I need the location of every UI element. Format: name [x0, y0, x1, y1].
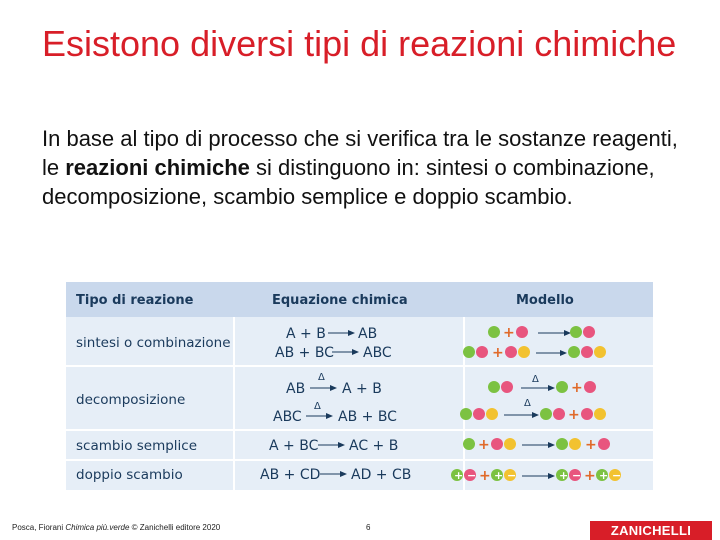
pink-atom	[476, 346, 488, 358]
pink-atom	[598, 438, 610, 450]
charge-sign: −	[612, 469, 622, 482]
equation-products: A + B	[342, 381, 382, 397]
equation-products: ABC	[363, 345, 392, 361]
yellow-atom	[518, 346, 530, 358]
citation-title: Chimica più.verde	[65, 523, 130, 532]
yellow-atom	[569, 438, 581, 450]
citation-authors: Posca, Fiorani	[12, 523, 66, 532]
heat-symbol: Δ	[314, 401, 321, 412]
yellow-atom	[504, 438, 516, 450]
charge-sign: +	[494, 469, 504, 482]
green-atom	[570, 326, 582, 338]
page-number: 6	[366, 523, 371, 532]
footer-citation	[12, 523, 220, 532]
header-reaction-type: Tipo di reazione	[76, 293, 194, 308]
equation-reactants: ABC	[273, 409, 302, 425]
pink-atom	[473, 408, 485, 420]
heat-symbol: Δ	[318, 372, 325, 383]
row-label-synthesis: sintesi o combinazione	[76, 335, 231, 351]
equation-products: AD + CB	[351, 467, 412, 483]
charge-sign: +	[454, 469, 464, 482]
intro-text-end: si distinguono in: sintesi o combinazione, decomposizione, scambio semplice e doppio scambio.	[42, 155, 655, 209]
charge-sign: +	[559, 469, 569, 482]
header-model: Modello	[516, 293, 574, 308]
intro-text-bold: reazioni chimiche	[65, 155, 250, 180]
green-atom	[556, 381, 568, 393]
plus-sign: +	[584, 468, 596, 484]
equation-reactants: A + BC	[269, 438, 319, 454]
equation-reactants: A + B	[286, 326, 326, 342]
plus-sign: +	[492, 345, 504, 361]
yellow-atom	[594, 408, 606, 420]
plus-sign: +	[585, 437, 597, 453]
charge-sign: −	[467, 469, 477, 482]
citation-publisher: © Zanichelli editore 2020	[129, 523, 221, 532]
heat-symbol: Δ	[524, 398, 531, 409]
charge-sign: −	[572, 469, 582, 482]
intro-text-start: In base al tipo di processo che si verifica tra le sostanze reagenti, le	[42, 126, 678, 180]
plus-sign: +	[568, 407, 580, 423]
equation-products: AB + BC	[338, 409, 397, 425]
green-atom	[556, 438, 568, 450]
equation-reactants: AB + CD	[260, 467, 321, 483]
row-label-decomposition: decomposizione	[76, 392, 186, 408]
green-atom	[463, 438, 475, 450]
pink-atom	[583, 326, 595, 338]
reaction-types-table	[66, 282, 653, 490]
yellow-atom	[486, 408, 498, 420]
equation-products: AB	[358, 326, 378, 342]
pink-atom	[581, 408, 593, 420]
pink-atom	[505, 346, 517, 358]
green-atom	[463, 346, 475, 358]
green-atom	[568, 346, 580, 358]
row-label-double-exchange: doppio scambio	[76, 467, 183, 483]
plus-sign: +	[571, 380, 583, 396]
pink-atom	[584, 381, 596, 393]
pink-atom	[516, 326, 528, 338]
equation-reactants: AB + BC	[275, 345, 334, 361]
plus-sign: +	[478, 437, 490, 453]
charge-sign: +	[599, 469, 609, 482]
green-atom	[460, 408, 472, 420]
pink-atom	[581, 346, 593, 358]
plus-sign: +	[503, 325, 515, 341]
charge-sign: −	[507, 469, 517, 482]
pink-atom	[501, 381, 513, 393]
pink-atom	[491, 438, 503, 450]
slide-title: Esistono diversi tipi di reazioni chimiche	[42, 23, 677, 64]
pink-atom	[553, 408, 565, 420]
green-atom	[488, 326, 500, 338]
reaction-table-graphic	[66, 282, 653, 490]
yellow-atom	[594, 346, 606, 358]
intro-paragraph	[42, 124, 682, 211]
equation-products: AC + B	[349, 438, 399, 454]
green-atom	[488, 381, 500, 393]
publisher-logo: ZANICHELLI	[590, 521, 712, 540]
plus-sign: +	[479, 468, 491, 484]
header-chemical-equation: Equazione chimica	[272, 293, 408, 308]
equation-reactants: AB	[286, 381, 306, 397]
green-atom	[540, 408, 552, 420]
heat-symbol: Δ	[532, 374, 539, 385]
row-label-single-exchange: scambio semplice	[76, 438, 198, 454]
